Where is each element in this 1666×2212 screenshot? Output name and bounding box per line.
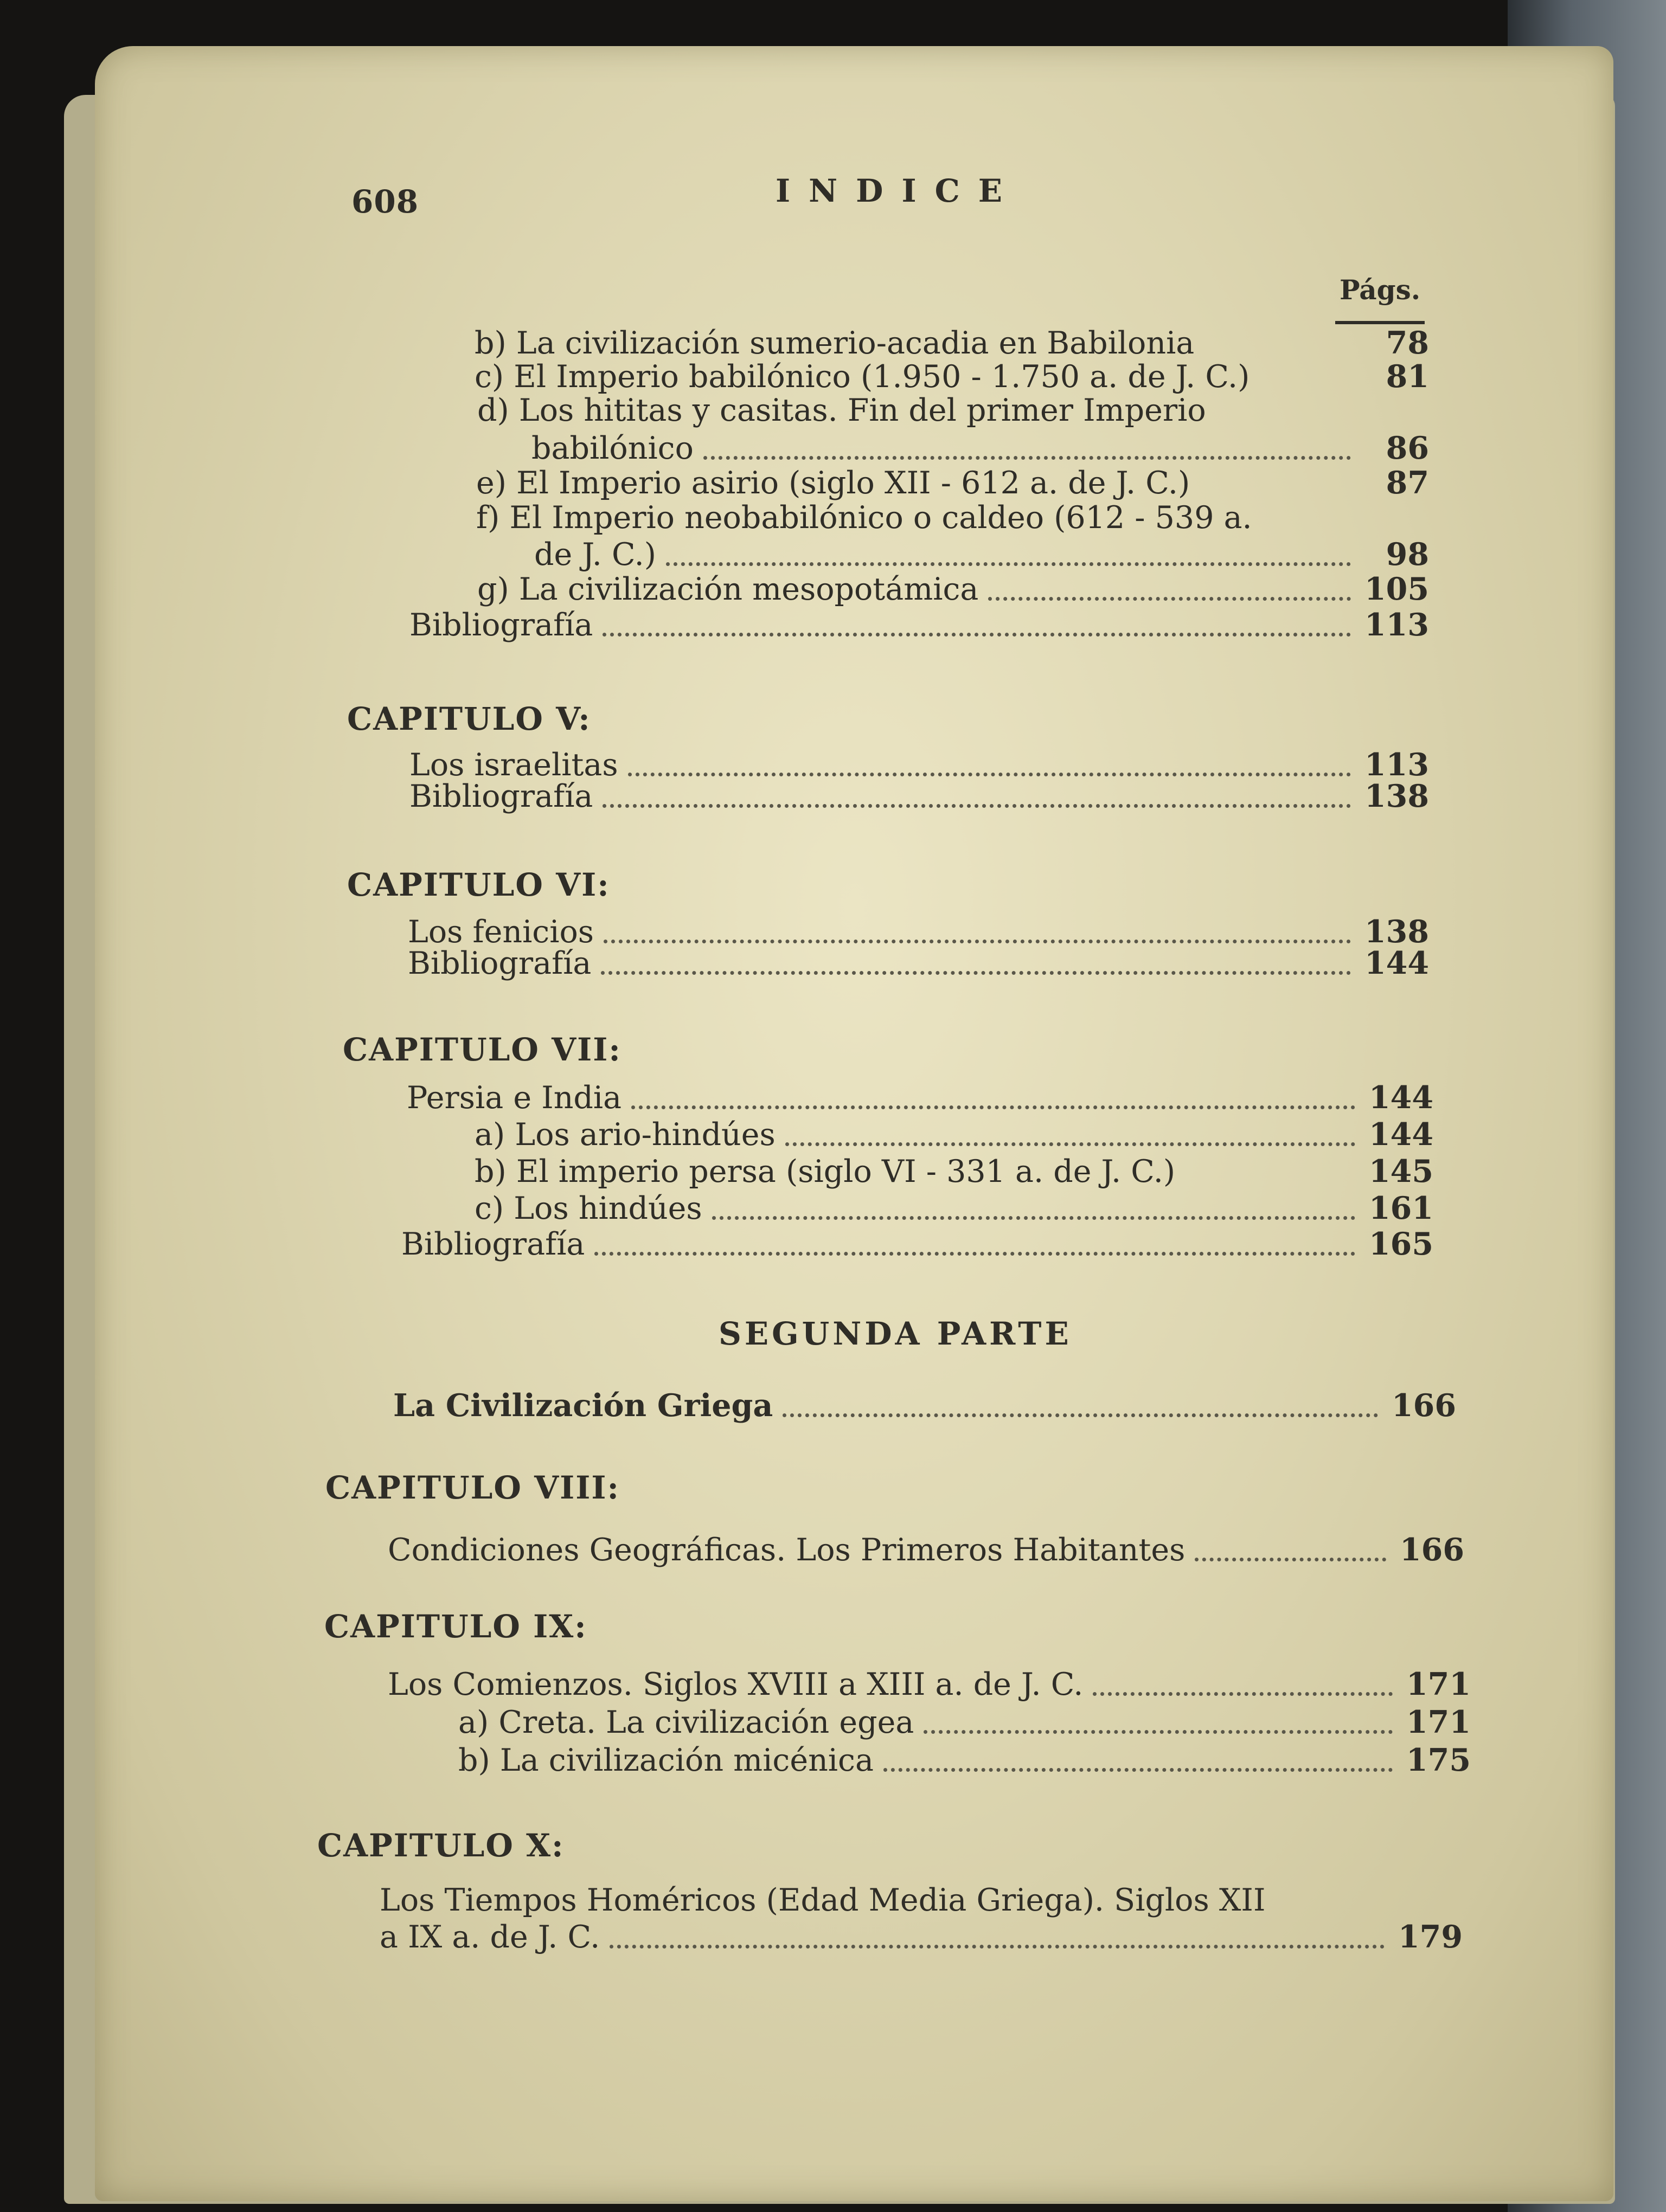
toc-entry-label: La Civilización Griega <box>393 1387 773 1424</box>
toc-entry-label: Bibliografía <box>409 779 593 814</box>
dot-leader <box>604 923 1351 943</box>
dot-leader <box>610 1928 1385 1949</box>
toc-entry <box>477 571 1429 607</box>
running-title: INDICE <box>776 172 1021 209</box>
toc-entry-label: Persia e India <box>407 1080 622 1116</box>
dot-leader <box>594 1236 1355 1256</box>
dot-leader <box>988 581 1351 601</box>
dot-leader <box>712 1200 1355 1220</box>
dot-leader <box>603 616 1351 636</box>
toc-entry-page: 98 <box>1386 536 1429 573</box>
toc-entry-page: 86 <box>1386 430 1429 466</box>
dot-leader <box>666 546 1351 566</box>
toc-entry-page: 166 <box>1392 1387 1456 1424</box>
toc-entry-page: 171 <box>1406 1704 1471 1740</box>
toc-entry-page: 113 <box>1364 607 1429 643</box>
toc-entry <box>475 1154 1433 1189</box>
toc-entry <box>401 1226 1433 1262</box>
toc-entry-label: g) La civilización mesopotámica <box>477 571 979 607</box>
toc-entry <box>475 359 1429 395</box>
toc-entry <box>458 1705 1471 1740</box>
toc-entry <box>393 1388 1456 1424</box>
dot-leader <box>785 1126 1355 1146</box>
part-heading: SEGUNDA PARTE <box>719 1315 1072 1352</box>
toc-entry <box>409 779 1429 814</box>
pages-column-rule <box>1335 321 1425 324</box>
chapter-heading: CAPITULO VIII: <box>325 1469 620 1506</box>
toc-entry <box>380 1919 1463 1955</box>
toc-entry-label-continued: a IX a. de J. C. <box>380 1919 600 1955</box>
toc-entry-page: 161 <box>1369 1190 1433 1226</box>
chapter-heading: CAPITULO V: <box>347 700 591 737</box>
dot-leader <box>1195 1541 1386 1561</box>
toc-entry-page: 81 <box>1386 358 1429 395</box>
toc-entry-page: 138 <box>1364 778 1429 814</box>
toc-entry <box>475 1191 1433 1226</box>
toc-entry-label: c) El Imperio babilónico (1.950 - 1.750 a. de J. C.) <box>475 359 1250 395</box>
toc-entry-label: b) La civilización micénica <box>458 1742 874 1778</box>
toc-entry <box>388 1667 1471 1702</box>
toc-entry <box>408 914 1429 950</box>
toc-entry-page: 105 <box>1364 571 1429 607</box>
toc-entry-label: b) El imperio persa (siglo VI - 331 a. de J. C.) <box>475 1154 1176 1189</box>
toc-entry-label: Bibliografía <box>408 946 592 981</box>
toc-entry-label: a) Los ario-hindúes <box>475 1117 776 1153</box>
toc-entry-label: c) Los hindúes <box>475 1191 702 1226</box>
toc-entry-page: 179 <box>1398 1919 1463 1955</box>
toc-entry-label: Los Comienzos. Siglos XVIII a XIII a. de J. C. <box>388 1667 1084 1702</box>
chapter-heading: CAPITULO IX: <box>324 1608 587 1645</box>
toc-entry <box>458 1742 1471 1778</box>
toc-entry-label: Los israelitas <box>409 747 618 783</box>
toc-entry-label: a) Creta. La civilización egea <box>458 1705 914 1740</box>
toc-entry-label: f) El Imperio neobabilónico o caldeo (612 - 539 a. <box>476 500 1252 536</box>
toc-entry-page: 87 <box>1386 465 1429 501</box>
toc-entry <box>475 325 1429 361</box>
chapter-heading: CAPITULO VI: <box>347 866 610 903</box>
toc-entry-page: 113 <box>1364 747 1429 783</box>
dot-leader <box>628 756 1351 776</box>
toc-entry-page: 138 <box>1364 914 1429 950</box>
dot-leader <box>631 1089 1355 1109</box>
dot-leader <box>883 1752 1393 1772</box>
toc-entry-label: b) La civilización sumerio-acadia en Babilonia <box>475 325 1195 361</box>
toc-entry-page: 78 <box>1386 325 1429 361</box>
toc-entry-label-continued: babilónico <box>531 430 694 466</box>
toc-entry-label: Condiciones Geográficas. Los Primeros Habitantes <box>388 1532 1186 1568</box>
dot-leader <box>1093 1676 1393 1696</box>
toc-entry <box>409 747 1429 783</box>
pages-column-label: Págs. <box>1340 274 1421 306</box>
toc-entry-page: 145 <box>1369 1153 1433 1189</box>
toc-entry-page: 171 <box>1406 1666 1471 1702</box>
toc-entry-label: Los Tiempos Homéricos (Edad Media Griega). Siglos XII <box>380 1882 1266 1918</box>
toc-entry-label-continued: de J. C.) <box>534 537 656 573</box>
toc-entry-label: Bibliografía <box>401 1226 585 1262</box>
toc-entry-label: e) El Imperio asirio (siglo XII - 612 a. de J. C.) <box>476 465 1190 501</box>
toc-entry-page: 175 <box>1406 1742 1471 1778</box>
toc-entry <box>388 1532 1464 1568</box>
dot-leader <box>601 955 1351 975</box>
toc-entry <box>408 946 1429 981</box>
toc-entry-page: 165 <box>1369 1226 1433 1262</box>
chapter-heading: CAPITULO VII: <box>343 1031 621 1068</box>
toc-entry-label: Los fenicios <box>408 914 594 950</box>
toc-entry <box>531 430 1429 466</box>
toc-entry <box>476 465 1429 501</box>
page-number: 608 <box>351 183 419 220</box>
dot-leader <box>603 788 1351 808</box>
toc-entry-page: 144 <box>1369 1116 1433 1153</box>
dot-leader <box>783 1397 1378 1417</box>
dot-leader <box>924 1714 1393 1734</box>
toc-entry-label: Bibliografía <box>409 607 593 643</box>
toc-entry-page: 144 <box>1369 1079 1433 1116</box>
toc-entry <box>475 1117 1433 1153</box>
toc-entry <box>407 1080 1433 1116</box>
toc-entry-page: 166 <box>1400 1532 1464 1568</box>
chapter-heading: CAPITULO X: <box>317 1827 565 1864</box>
toc-entry <box>409 607 1429 643</box>
dot-leader <box>703 440 1351 460</box>
toc-entry-page: 144 <box>1364 945 1429 981</box>
toc-entry-label: d) Los hititas y casitas. Fin del primer Imperio <box>477 393 1206 428</box>
toc-entry <box>534 537 1429 573</box>
